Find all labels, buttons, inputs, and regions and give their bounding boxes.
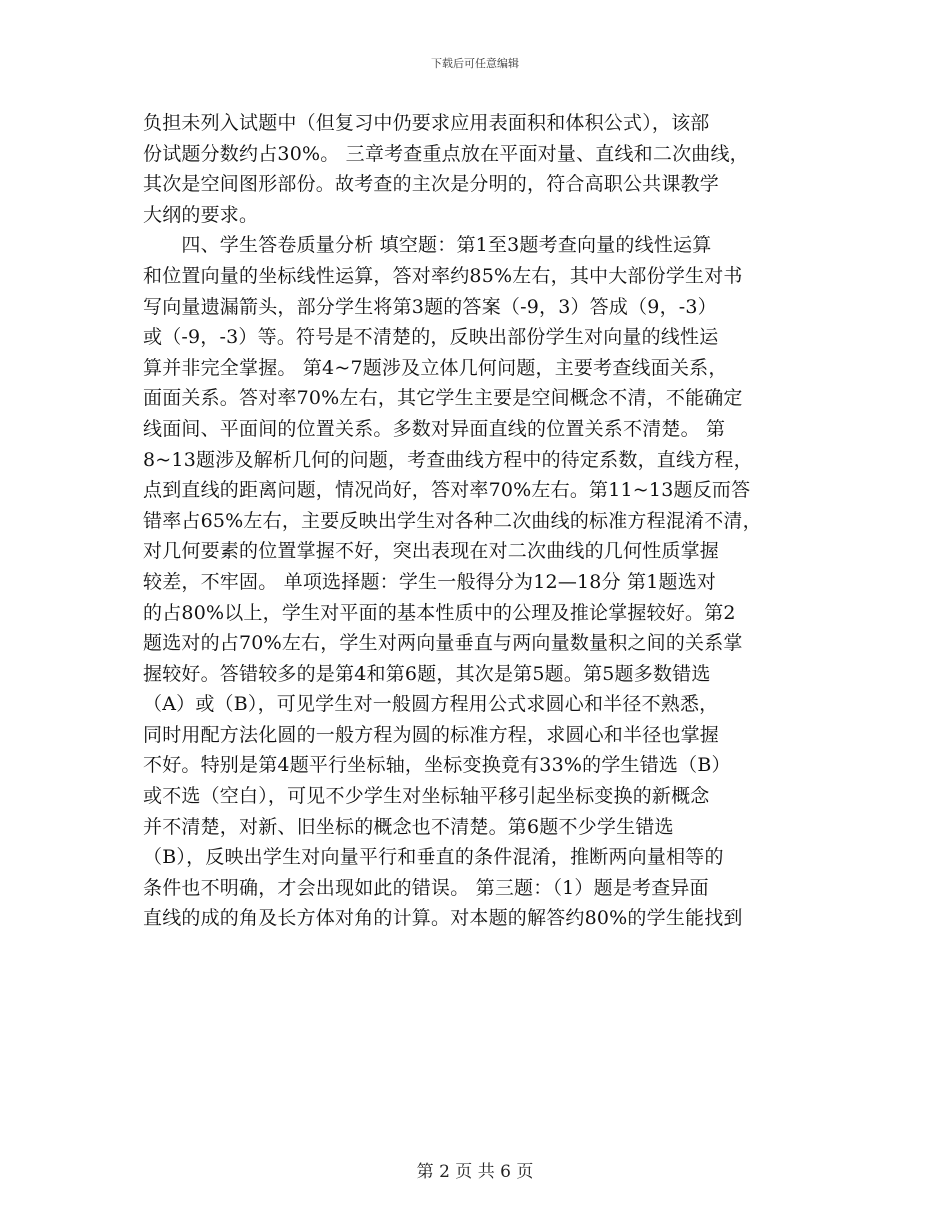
text-line: 直线的成的角及长方体对角的计算。对本题的解答约80%的学生能找到 bbox=[143, 907, 743, 930]
text-line: 握较好。答错较多的是第4和第6题，其次是第5题。第5题多数错选 bbox=[143, 662, 711, 685]
text-line: 8~13题涉及解析几何的问题，考查曲线方程中的待定系数，直线方程， bbox=[143, 448, 753, 471]
text-line: 或不选（空白），可见不少学生对坐标轴平移引起坐标变换的新概念 bbox=[143, 785, 710, 808]
text-line: 错率占65%左右，主要反映出学生对各种二次曲线的标准方程混淆不清， bbox=[143, 509, 762, 532]
text-line: 或（-9，-3）等。符号是不清楚的，反映出部份学生对向量的线性运 bbox=[143, 326, 719, 349]
text-line: 和位置向量的坐标线性运算，答对率约85%左右，其中大部份学生对书 bbox=[143, 264, 743, 287]
text-line: 份试题分数约占30%。 三章考查重点放在平面对量、直线和二次曲线， bbox=[143, 142, 749, 165]
text-line: 大纲的要求。 bbox=[143, 203, 259, 226]
text-line: （B），反映出学生对向量平行和垂直的条件混淆，推断两向量相等的 bbox=[143, 846, 724, 869]
text-line: 点到直线的距离问题，情况尚好，答对率70%左右。第11~13题反而答 bbox=[143, 479, 751, 502]
text-line: 面面关系。答对率70%左右，其它学生主要是空间概念不清，不能确定 bbox=[143, 387, 743, 410]
text-line: 的占80%以上，学生对平面的基本性质中的公理及推论掌握较好。第2 bbox=[143, 601, 736, 624]
text-line: 较差，不牢固。 单项选择题：学生一般得分为12—18分 第1题选对 bbox=[143, 570, 717, 593]
text-line: 线面间、平面间的位置关系。多数对异面直线的位置关系不清楚。 第 bbox=[143, 417, 726, 440]
text-line: 其次是空间图形部份。故考查的主次是分明的，符合高职公共课教学 bbox=[143, 173, 720, 196]
text-line: 同时用配方法化圆的一般方程为圆的标准方程，求圆心和半径也掌握 bbox=[143, 723, 720, 746]
text-line: 写向量遗漏箭头，部分学生将第3题的答案（-9，3）答成（9，-3） bbox=[143, 295, 717, 318]
text-line: 条件也不明确，才会出现如此的错误。 第三题：（1）题是考查异面 bbox=[143, 876, 709, 899]
text-line: 算并非完全掌握。 第4~7题涉及立体几何问题，主要考查线面关系， bbox=[143, 356, 728, 379]
text-line: 对几何要素的位置掌握不好，突出表现在对二次曲线的几何性质掌握 bbox=[143, 540, 720, 563]
text-line: 四、学生答卷质量分析 填空题：第1至3题考查向量的线性运算 bbox=[143, 234, 712, 257]
text-line: （A）或（B），可见学生对一般圆方程用公式求圆心和半径不熟悉， bbox=[143, 693, 719, 716]
page-number: 第 2 页 共 6 页 bbox=[416, 1162, 534, 1182]
text-line: 题选对的占70%左右，学生对两向量垂直与两向量数量积之间的关系掌 bbox=[143, 632, 743, 655]
text-line: 负担未列入试题中（但复习中仍要求应用表面积和体积公式），该部 bbox=[143, 112, 710, 134]
text-line: 并不清楚，对新、旧坐标的概念也不清楚。第6题不少学生错选 bbox=[143, 815, 674, 838]
page-header: 下载后可任意编辑 bbox=[431, 57, 519, 70]
body-text bbox=[143, 108, 823, 934]
text-line: 不好。特别是第4题平行坐标轴，坐标变换竟有33%的学生错选（B） bbox=[143, 754, 731, 777]
